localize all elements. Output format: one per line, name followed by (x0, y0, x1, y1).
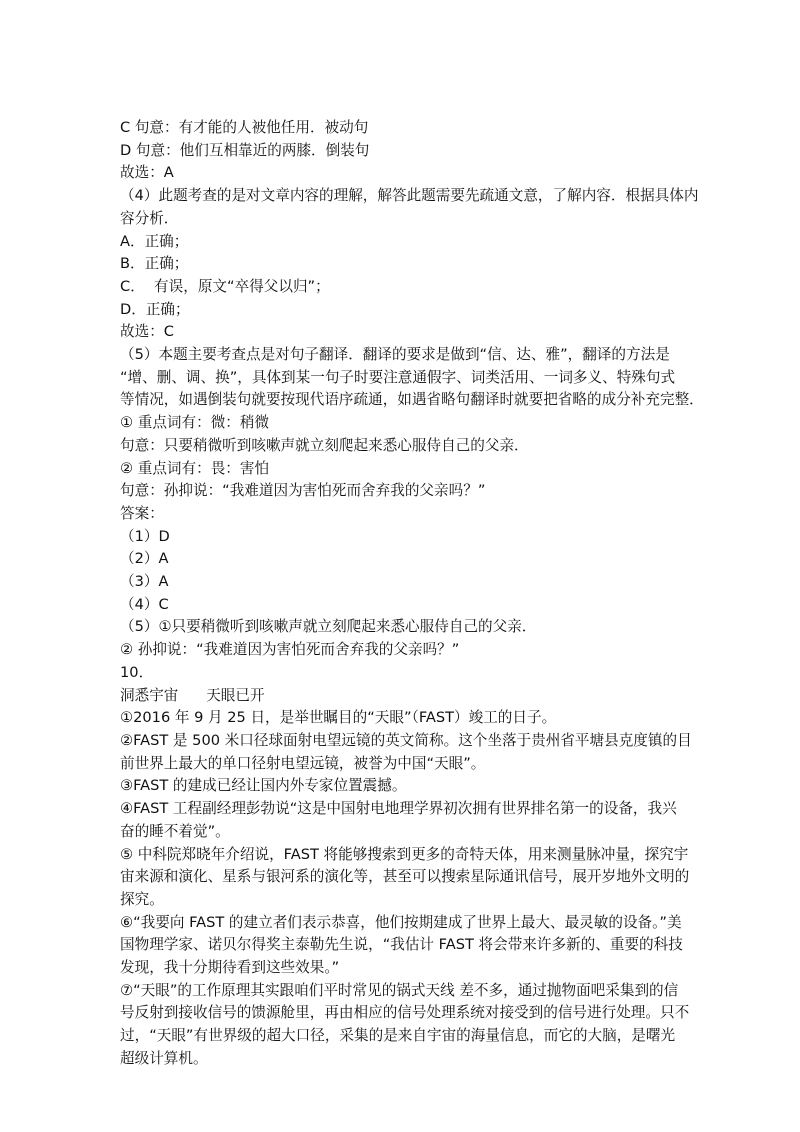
document-page (120, 117, 704, 1071)
text-line: 前世界上最大的单口径射电望远镜，被誉为中国“天眼”。 (120, 754, 486, 772)
text-line: 超级计算机。 (120, 1049, 208, 1067)
text-line: （5）①只要稍微听到咳嗽声就立刻爬起来悉心服侍自己的父亲． (120, 618, 537, 636)
text-line: ② 孙抑说：“我难道因为害怕死而舍弃我的父亲吗？” (120, 641, 460, 659)
text-line: （4）此题考查的是对文章内容的理解，解答此题需要先疏通文意，了解内容．根据具体内 (120, 187, 699, 205)
text-line: “增、删、调、换”，具体到某一句子时要注意通假字、词类活用、一词多义、特殊句式 (120, 368, 676, 386)
text-line: 等情况，如遇倒装句就要按现代语序疏通，如遇省略句翻译时就要把省略的成分补充完整． (120, 391, 704, 409)
text-line: ① 重点词有：微：稍微 (120, 414, 270, 432)
text-line: C． 有误，原文“卒得父以归”； (120, 277, 330, 295)
text-line: 探究。 (120, 890, 164, 908)
text-line: D 句意：他们互相靠近的两膝．倒装句 (120, 141, 370, 159)
text-line: A．正确； (120, 232, 189, 250)
text-line: 句意：孙抑说：“我难道因为害怕死而舍弃我的父亲吗？” (120, 482, 486, 500)
text-line: 容分析． (120, 209, 179, 227)
text-line: ①2016 年 9 月 25 日，是举世瞩目的“天眼”（FAST）竣工的日子。 (120, 709, 557, 727)
text-line: ② 重点词有：畏：害怕 (120, 459, 270, 477)
text-line: ⑦“天眼”的工作原理其实跟咱们平时常见的锅式天线 差不多，通过抛物面吧采集到的信 (120, 981, 679, 999)
text-line: 号反射到接收信号的馈源舱里，再由相应的信号处理系统对接受到的信号进行处理。只不 (120, 1004, 690, 1022)
text-line: （1）D (120, 527, 170, 545)
text-line: 10． (120, 663, 154, 681)
text-line: （4）C (120, 595, 169, 613)
text-line: ②FAST 是 500 米口径球面射电望远镜的英文简称。这个坐落于贵州省平塘县克度镇的目 (120, 731, 692, 749)
text-line: ⑤ 中科院郑晓年介绍说，FAST 将能够搜索到更多的奇特天体，用来测量脉冲量，探究宇 (120, 845, 689, 863)
text-line: （3）A (120, 573, 169, 591)
text-line: 过，“天眼”有世界级的超大口径，采集的是来自宇宙的海量信息，而它的大脑，是曙光 (120, 1027, 676, 1045)
text-line: ④FAST 工程副经理彭勃说“这是中国射电地理学界初次拥有世界排名第一的设备，我兴 (120, 800, 677, 818)
text-line: D．正确； (120, 300, 190, 318)
text-line: （2）A (120, 550, 169, 568)
text-line: 国物理学家、诺贝尔得奖主泰勒先生说，“我估计 FAST 将会带来许多新的、重要的科技 (120, 936, 683, 954)
text-line: 故选：C (120, 323, 174, 341)
text-line: 故选：A (120, 164, 174, 182)
text-line: ③FAST 的建成已经让国内外专家位置震撼。 (120, 777, 407, 795)
text-line: ⑥“我要向 FAST 的建立者们表示恭喜，他们按期建成了世界上最大、最灵敏的设备。”美 (120, 913, 682, 931)
text-line: 句意：只要稍微听到咳嗽声就立刻爬起来悉心服侍自己的父亲． (120, 436, 529, 454)
text-line: C 句意：有才能的人被他任用．被动句 (120, 119, 369, 136)
text-line: 答案： (120, 504, 164, 522)
text-line: 宙来源和演化、星系与银河系的演化等，甚至可以搜索星际通讯信号，展开岁地外文明的 (120, 868, 690, 886)
text-line: 奋的睡不着觉”。 (120, 822, 230, 840)
text-line: B．正确； (120, 255, 189, 273)
text-line: 发现，我十分期待看到这些效果。” (120, 959, 340, 977)
text-line: （5）本题主要考查点是对句子翻译．翻译的要求是做到“信、达、雅”，翻译的方法是 (120, 346, 670, 364)
text-line: 洞悉宇宙 天眼已开 (120, 686, 265, 704)
